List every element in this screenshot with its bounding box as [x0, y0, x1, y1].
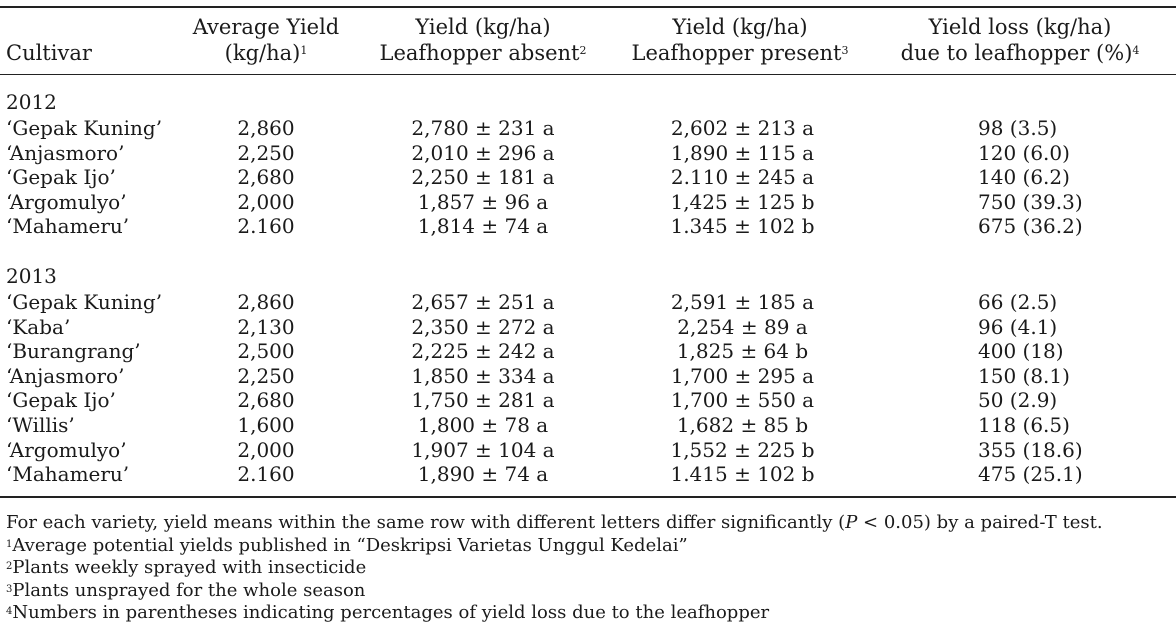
yield-present-cell: 1.415 ± 102 b	[670, 462, 815, 487]
cultivar-cell: ‘Anjasmoro’	[6, 140, 125, 165]
average-yield-cell: 2,000	[237, 437, 295, 462]
header-rule	[0, 74, 1176, 75]
average-yield-cell: 2,130	[237, 314, 295, 339]
yield-loss-cell: 118 (6.5)	[978, 413, 1070, 437]
yield-present-cell: 1,682 ± 85 b	[676, 413, 809, 437]
average-yield-cell: 1,600	[237, 413, 295, 437]
average-yield-cell: 2,250	[237, 363, 295, 388]
table-row	[0, 141, 1176, 165]
yield-absent-cell: 1,857 ± 96 a	[417, 189, 549, 214]
year-heading: 2012	[6, 90, 57, 114]
cultivar-cell: ‘Argomulyo’	[6, 437, 127, 462]
average-yield-cell: 2,860	[237, 116, 295, 140]
average-yield-cell: 2.160	[237, 462, 295, 487]
average-yield-cell: 2,680	[237, 388, 295, 413]
yield-absent-cell: 1,890 ± 74 a	[417, 462, 549, 487]
average-yield-cell: 2,000	[237, 189, 295, 214]
yield-present-cell: 1,700 ± 295 a	[670, 363, 815, 388]
yield-loss-cell: 50 (2.9)	[978, 388, 1058, 413]
cultivar-cell: ‘Gepak Ijo’	[6, 388, 116, 413]
header-yield-loss: Yield loss (kg/ha) due to leafhopper (%)$^4$	[900, 15, 1140, 65]
top-rule	[0, 6, 1176, 8]
footnote-2: $^2$Plants weekly sprayed with insecticide	[6, 557, 367, 578]
table-row	[0, 462, 1176, 486]
yield-present-cell: 2.110 ± 245 a	[670, 165, 815, 190]
cultivar-cell: ‘Kaba’	[6, 314, 71, 339]
bottom-rule	[0, 496, 1176, 498]
yield-loss-cell: 355 (18.6)	[978, 437, 1083, 462]
yield-absent-cell: 1,800 ± 78 a	[417, 413, 549, 437]
cultivar-cell: ‘Burangrang’	[6, 339, 141, 364]
table-row	[0, 165, 1176, 189]
note-significance: For each variety, yield means within the same row with different letters differ significantly (P < 0.05) by a paired-T test.	[6, 512, 1103, 533]
yield-loss-cell: 750 (39.3)	[978, 189, 1083, 214]
table-row	[0, 339, 1176, 363]
cultivar-cell: ‘Gepak Kuning’	[6, 116, 163, 140]
average-yield-cell: 2,680	[237, 165, 295, 190]
footnote-3: $^3$Plants unsprayed for the whole season	[6, 579, 366, 601]
yield-absent-cell: 1,814 ± 74 a	[417, 214, 549, 239]
yield-present-cell: 1,825 ± 64 b	[676, 339, 809, 364]
yield-loss-cell: 400 (18)	[978, 339, 1064, 364]
footnote-4: $^4$Numbers in parentheses indicating percentages of yield loss due to the leafhopper	[6, 602, 770, 623]
yield-loss-cell: 96 (4.1)	[978, 314, 1058, 339]
yield-loss-cell: 140 (6.2)	[978, 165, 1070, 190]
yield-present-cell: 1,425 ± 125 b	[670, 189, 815, 214]
yield-loss-cell: 120 (6.0)	[978, 140, 1070, 165]
cultivar-cell: ‘Gepak Ijo’	[6, 165, 116, 190]
average-yield-cell: 2,250	[237, 140, 295, 165]
yield-loss-cell: 66 (2.5)	[978, 290, 1058, 314]
cultivar-cell: ‘Willis’	[6, 413, 75, 437]
average-yield-cell: 2,860	[237, 290, 295, 314]
year-heading: 2013	[6, 264, 57, 288]
table-row	[0, 315, 1176, 339]
header-yield-present: Yield (kg/ha) Leafhopper present$^3$	[631, 15, 849, 65]
yield-absent-cell: 1,750 ± 281 a	[411, 388, 555, 413]
yield-absent-cell: 2,780 ± 231 a	[411, 116, 555, 140]
yield-absent-cell: 2,250 ± 181 a	[411, 165, 555, 190]
yield-absent-cell: 2,225 ± 242 a	[411, 339, 555, 364]
yield-loss-cell: 675 (36.2)	[978, 214, 1083, 239]
yield-present-cell: 1,552 ± 225 b	[670, 437, 815, 462]
table-row	[0, 438, 1176, 462]
yield-absent-cell: 1,907 ± 104 a	[411, 437, 555, 462]
table-row	[0, 413, 1176, 437]
yield-absent-cell: 2,010 ± 296 a	[411, 140, 555, 165]
header-yield-absent: Yield (kg/ha) Leafhopper absent$^2$	[379, 15, 587, 65]
yield-present-cell: 2,254 ± 89 a	[677, 314, 808, 339]
table-row	[0, 290, 1176, 314]
yield-loss-cell: 150 (8.1)	[978, 363, 1070, 388]
yield-present-cell: 1.345 ± 102 b	[670, 214, 815, 239]
header-average-yield: Average Yield $(kg/ha)^1$	[192, 15, 340, 65]
header-cultivar: Cultivar	[6, 41, 92, 65]
table-row	[0, 190, 1176, 214]
cultivar-cell: ‘Mahameru’	[6, 462, 130, 487]
footnote-1: $^1$Average potential yields published in “Deskripsi Varietas Unggul Kedelai”	[6, 534, 688, 556]
yield-present-cell: 2,591 ± 185 a	[670, 290, 815, 314]
yield-present-cell: 2,602 ± 213 a	[670, 116, 815, 140]
average-yield-cell: 2,500	[237, 339, 295, 364]
cultivar-cell: ‘Anjasmoro’	[6, 363, 125, 388]
yield-absent-cell: 2,350 ± 272 a	[411, 314, 555, 339]
yield-loss-cell: 98 (3.5)	[978, 116, 1058, 140]
yield-absent-cell: 2,657 ± 251 a	[411, 290, 555, 314]
yield-absent-cell: 1,850 ± 334 a	[411, 363, 555, 388]
table-row	[0, 116, 1176, 140]
yield-present-cell: 1,700 ± 550 a	[670, 388, 815, 413]
table-row	[0, 214, 1176, 238]
cultivar-cell: ‘Argomulyo’	[6, 189, 127, 214]
table-row	[0, 364, 1176, 388]
cultivar-cell: ‘Gepak Kuning’	[6, 290, 163, 314]
yield-loss-cell: 475 (25.1)	[978, 462, 1083, 487]
cultivar-cell: ‘Mahameru’	[6, 214, 130, 239]
yield-present-cell: 1,890 ± 115 a	[670, 140, 815, 165]
average-yield-cell: 2.160	[237, 214, 295, 239]
table-row	[0, 388, 1176, 412]
table-notes	[6, 512, 1103, 625]
